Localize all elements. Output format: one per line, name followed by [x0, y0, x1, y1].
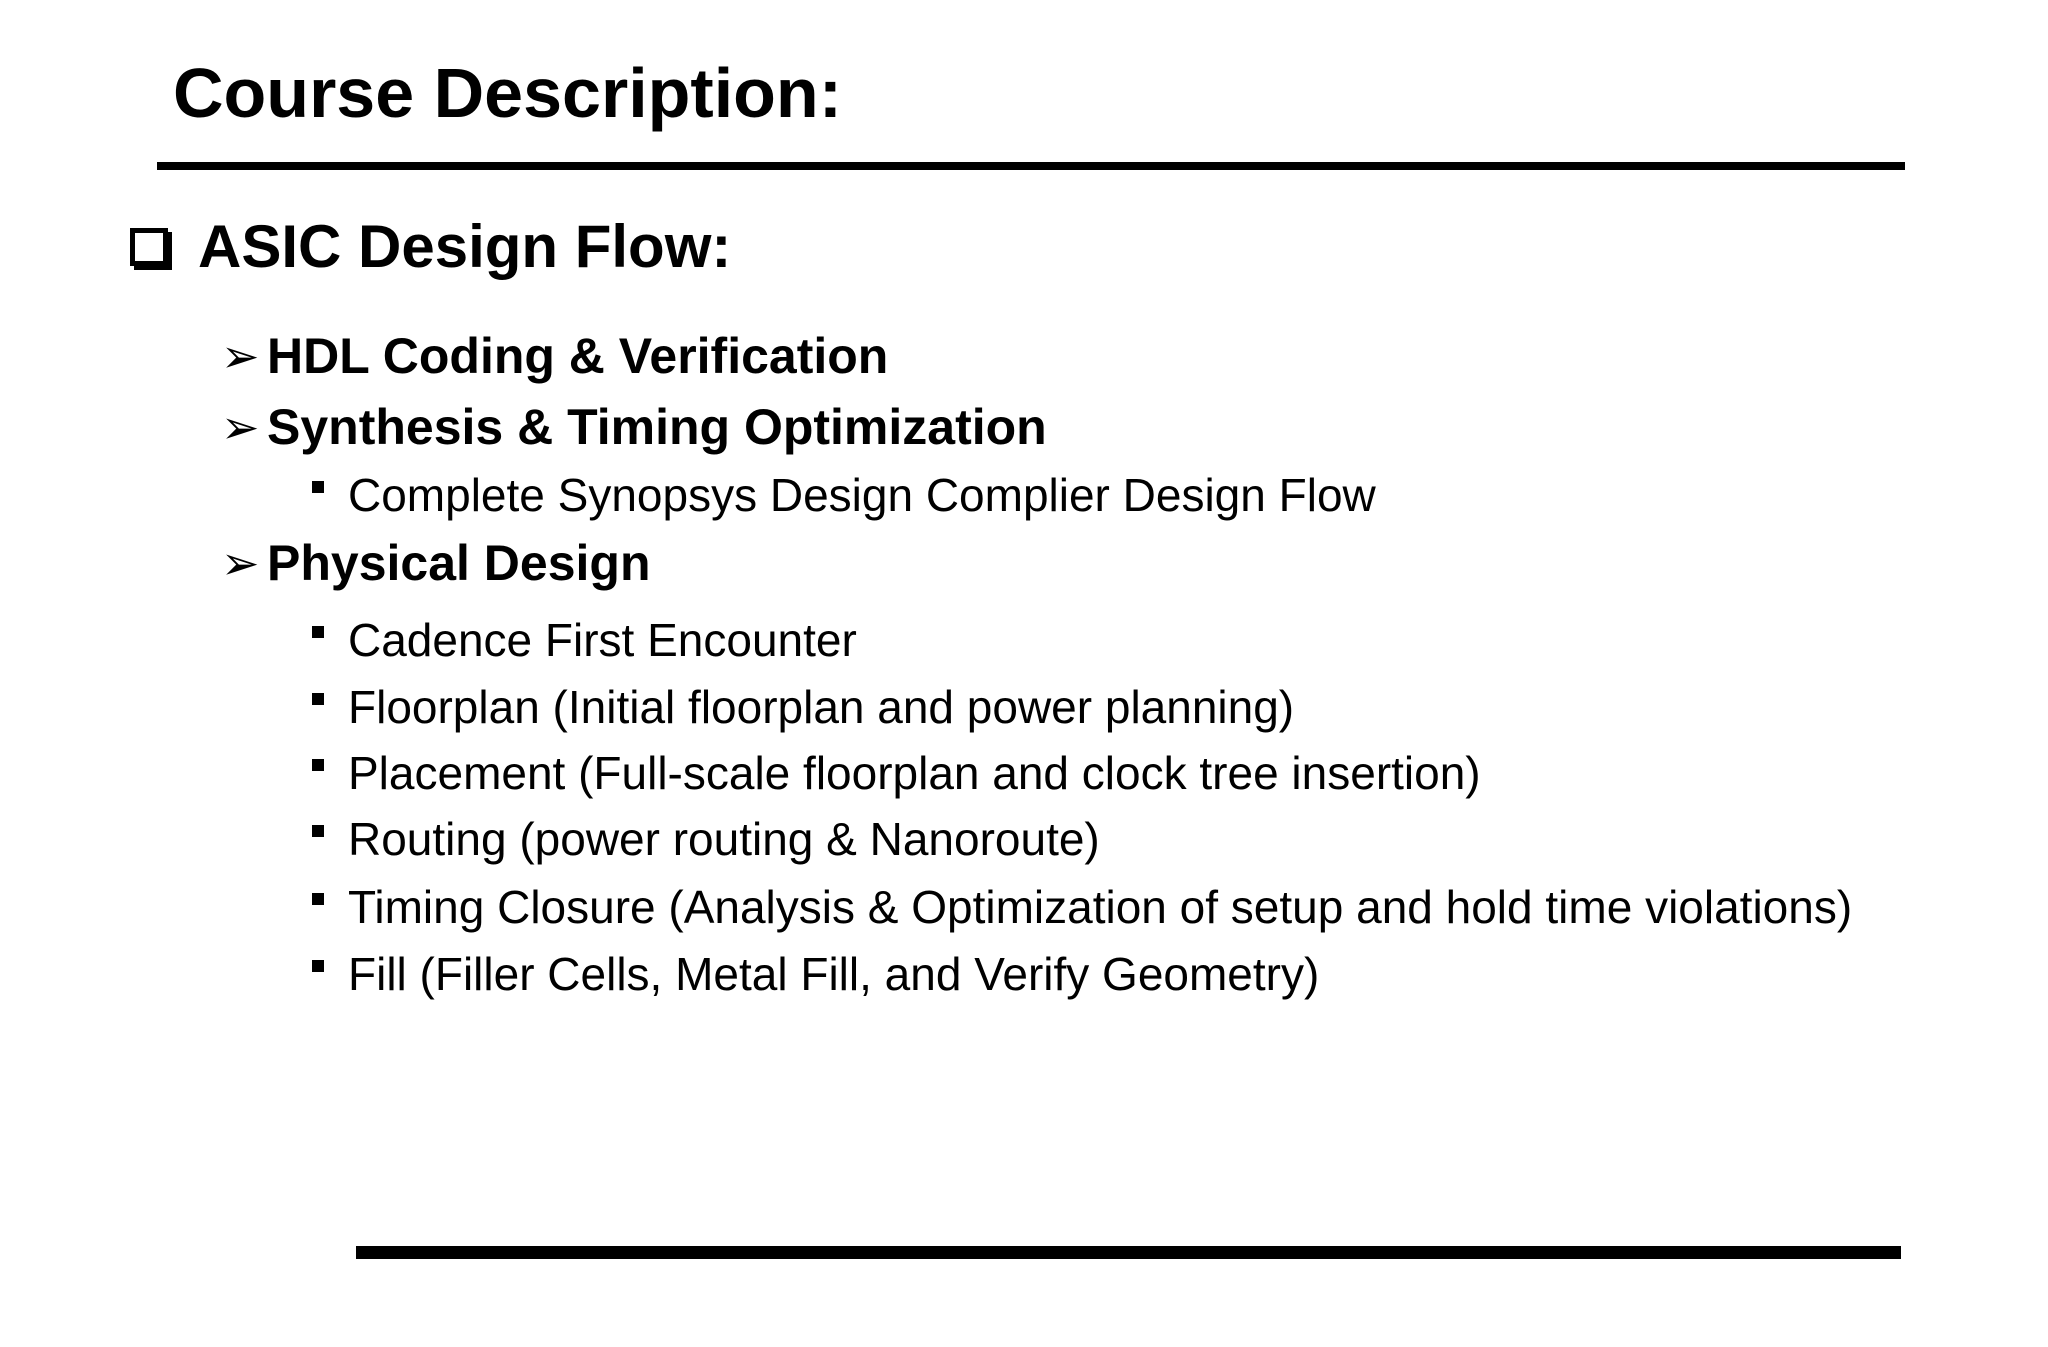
list-item-hdl-coding: [221, 327, 888, 385]
arrow-bullet-icon: ➢: [221, 330, 260, 382]
list-item-label: HDL Coding & Verification: [267, 328, 889, 384]
arrow-bullet-icon: ➢: [221, 401, 260, 453]
filled-square-bullet-icon: [312, 960, 324, 972]
footer-rule: [356, 1246, 1901, 1259]
slide-title: Course Description:: [173, 54, 842, 132]
list-item-physical-design: [221, 534, 651, 592]
title-underline: [157, 162, 1905, 170]
sublist-item-label: Complete Synopsys Design Complier Design Flow: [348, 469, 1376, 521]
sublist-item-label: Timing Closure (Analysis & Optimization of setup and hold time violations): [348, 881, 1853, 933]
filled-square-bullet-icon: [312, 825, 324, 837]
filled-square-bullet-icon: [312, 481, 324, 493]
arrow-bullet-icon: ➢: [221, 537, 260, 589]
sublist-item: [312, 746, 1481, 800]
sublist-item: [312, 468, 1376, 522]
filled-square-bullet-icon: [312, 759, 324, 771]
list-item-label: Physical Design: [267, 535, 651, 591]
sublist-item: [312, 812, 1100, 866]
list-item-label: Synthesis & Timing Optimization: [267, 399, 1047, 455]
section-asic-design-flow: [130, 212, 731, 281]
sublist-item-label: Routing (power routing & Nanoroute): [348, 813, 1100, 865]
sublist-item: [312, 947, 1319, 1001]
sublist-item: [312, 680, 1294, 734]
sublist-item-label: Floorplan (Initial floorplan and power planning): [348, 681, 1295, 733]
sublist-item-label: Cadence First Encounter: [348, 614, 857, 666]
filled-square-bullet-icon: [312, 893, 324, 905]
filled-square-bullet-icon: [312, 626, 324, 638]
list-item-synthesis: [221, 398, 1047, 456]
sublist-item: [312, 880, 1852, 934]
filled-square-bullet-icon: [312, 693, 324, 705]
sublist-item: [312, 613, 857, 667]
section-label: ASIC Design Flow:: [198, 213, 732, 280]
hollow-square-bullet-icon: [130, 228, 168, 266]
sublist-item-label: Fill (Filler Cells, Metal Fill, and Verify Geometry): [348, 948, 1320, 1000]
sublist-item-label: Placement (Full-scale floorplan and clock tree insertion): [348, 747, 1481, 799]
